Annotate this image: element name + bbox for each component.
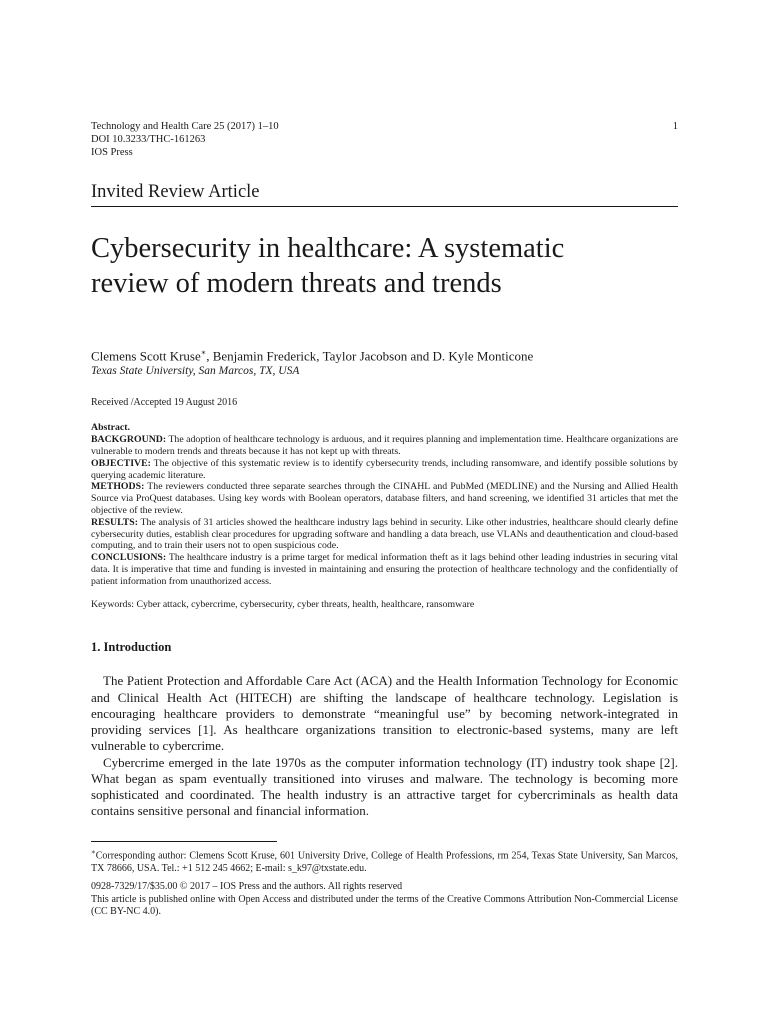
objective-text: The objective of this systematic review is to identify cybersecurity trends, including ransomware, and identify possible solutions by querying academic literature. (91, 457, 678, 481)
other-authors: , Benjamin Frederick, Taylor Jacobson and D. Kyle Monticone (206, 348, 534, 364)
copyright-line: 0928-7329/17/$35.00 © 2017 – IOS Press and the authors. All rights reserved (91, 881, 403, 892)
results-text: The analysis of 31 articles showed the healthcare industry lags behind in security. Like other industries, healthcare should clearly define cybersecurity duties, establish clear procedures for upgrading software and handling a data breach, use VLANs and deauthentication and cloud-based computing, and to train their users not to open suspicious code. (91, 516, 678, 552)
abstract-heading: Abstract. (91, 422, 130, 434)
abstract (91, 422, 678, 587)
journal-header (91, 120, 678, 159)
methods-label: METHODS: (91, 481, 145, 493)
abstract-results (91, 517, 678, 552)
background-text: The adoption of healthcare technology is arduous, and it requires planning and implementation time. Healthcare organizations are vulnerable to modern trends and threats because it has not kept up with threats. (91, 434, 678, 457)
footnote-rule (91, 841, 277, 842)
title-line-1: Cybersecurity in healthcare: A systematic (91, 233, 565, 264)
abstract-objective (91, 458, 678, 482)
title-line-2: review of modern threats and trends (91, 268, 502, 299)
footnote-text: Corresponding author: Clemens Scott Kruse, 601 University Drive, College of Health Professions, rm 254, Texas State University, San Marcos, TX 78666, USA. Tel.: +1 512 245 4662; E-mail: s_k97@txstate.edu. (91, 850, 678, 874)
section-heading: 1. Introduction (91, 640, 172, 655)
keywords: Keywords: Cyber attack, cybercrime, cybersecurity, cyber threats, health, healthcare, ransomware (91, 599, 475, 611)
publisher: IOS Press (91, 147, 133, 158)
first-author: Clemens Scott Kruse (91, 348, 201, 364)
article-title (91, 231, 678, 301)
doi: DOI 10.3233/THC-161263 (91, 134, 206, 145)
abstract-methods (91, 481, 678, 516)
journal-citation: Technology and Health Care 25 (2017) 1–10 (91, 121, 279, 132)
article-page (91, 120, 678, 819)
paragraph-1: The Patient Protection and Affordable Care Act (ACA) and the Health Information Technology for Economic and Clinical Health Act (HITECH) are shifting the landscape of healthcare technology. Legislation is encouraging healthcare providers to demonstrate “meaningful use” by becoming network-integrated in providing services [1]. As healthcare organizations transition to electronic-based systems, many are left vulnerable to cybercrime. (91, 673, 678, 754)
copyright-notice (91, 881, 678, 919)
objective-label: OBJECTIVE: (91, 457, 151, 469)
conclusions-text: The healthcare industry is a prime target for medical information theft as it lags behind other leading industries in securing vital data. It is imperative that time and funding is invested in maintaining and ensuring the protection of healthcare technology and the confidentially of patient information from unauthorized access. (91, 552, 678, 587)
page-number: 1 (672, 121, 678, 132)
background-label: BACKGROUND: (91, 434, 167, 446)
methods-text: The reviewers conducted three separate searches through the CINAHL and PubMed (MEDLINE) and the Nursing and Allied Health Source via ProQuest databases. Using key words with Boolean operators, database filters, and hand screening, we identified 31 articles that met the objective of the review. (91, 481, 678, 516)
footnote-mark: ∗ (91, 848, 96, 856)
introduction-body (91, 673, 678, 819)
affiliation: Texas State University, San Marcos, TX, USA (91, 365, 300, 378)
article-type: Invited Review Article (91, 181, 678, 207)
received-date: Received /Accepted 19 August 2016 (91, 397, 238, 409)
results-label: RESULTS: (91, 516, 139, 528)
abstract-background (91, 434, 678, 458)
author-list (91, 344, 678, 364)
paragraph-2: Cybercrime emerged in the late 1970s as the computer information technology (IT) industry took shape [2]. What began as spam eventually transitioned into viruses and malware. The technology is becoming more sophisticated and coordinated. The health industry is an attractive target for cybercriminals as health data contains sensitive personal and financial information. (91, 754, 678, 819)
license-statement: This article is published online with Open Access and distributed under the terms of the Creative Commons Attribution Non-Commercial License (CC BY-NC 4.0). (91, 893, 678, 917)
footnote (91, 846, 678, 875)
conclusions-label: CONCLUSIONS: (91, 552, 167, 564)
abstract-conclusions (91, 552, 678, 587)
corresponding-author-mark: ∗ (200, 348, 207, 357)
